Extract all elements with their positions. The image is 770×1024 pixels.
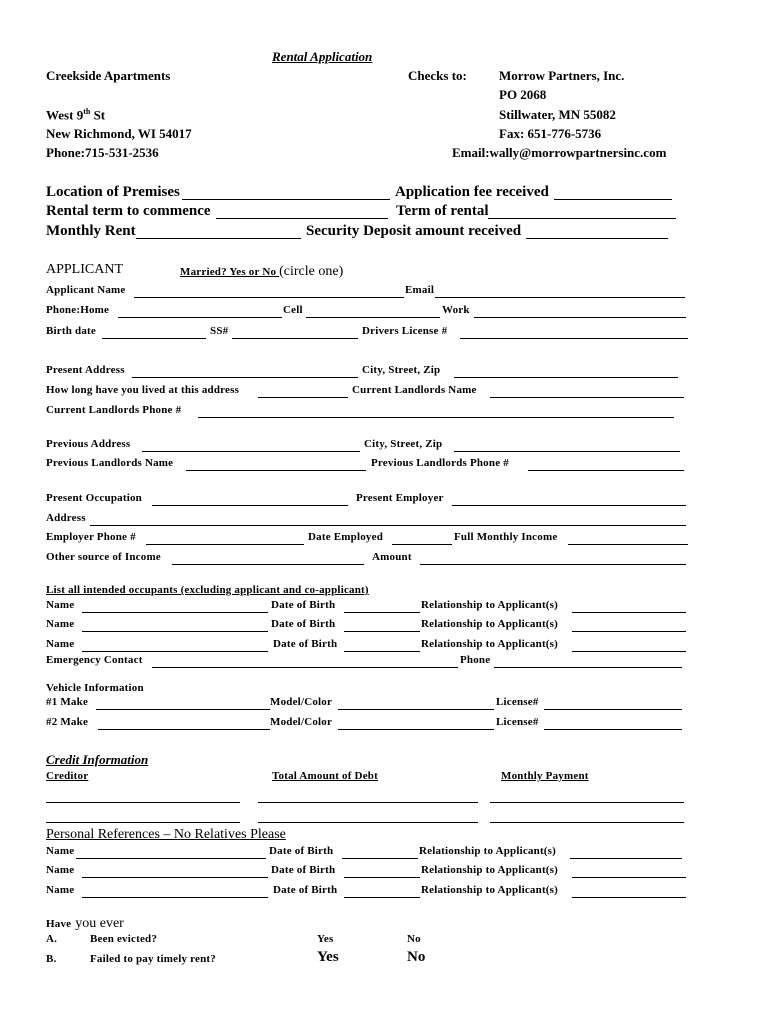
term-of-rental-field[interactable]: [488, 218, 676, 219]
vehicle-license-field-1[interactable]: [544, 709, 682, 710]
previous-address-label: Previous Address: [46, 438, 131, 450]
previous-landlord-phone-field[interactable]: [528, 470, 684, 471]
ss-label: SS#: [210, 325, 229, 337]
current-landlord-phone-field[interactable]: [198, 417, 674, 418]
emergency-contact-field[interactable]: [152, 667, 458, 668]
emergency-phone-field[interactable]: [494, 667, 682, 668]
creditor-header: Creditor: [46, 770, 89, 782]
present-address-field[interactable]: [132, 377, 358, 378]
previous-landlord-field[interactable]: [186, 470, 366, 471]
applicant-name-label: Applicant Name: [46, 284, 126, 296]
occupant-name-label-2: Name: [46, 618, 75, 630]
monthly-rent-label: Monthly Rent: [46, 223, 136, 239]
cell-field[interactable]: [306, 317, 440, 318]
vehicle-model-label-2: Model/Color: [270, 716, 333, 728]
question-b-no[interactable]: No: [407, 949, 426, 965]
amount-label: Amount: [372, 551, 412, 563]
phone-home-field[interactable]: [118, 317, 282, 318]
question-a-yes[interactable]: Yes: [317, 933, 334, 945]
drivers-license-label: Drivers License #: [362, 325, 448, 337]
birth-date-field[interactable]: [102, 338, 206, 339]
reference-dob-label-3: Date of Birth: [273, 884, 338, 896]
property-name: Creekside Apartments: [46, 68, 171, 83]
applicant-email-label: Email: [405, 284, 435, 296]
payee-email: Email:wally@morrowpartnersinc.com: [452, 145, 667, 160]
married-row: Married? Yes or No (circle one): [180, 264, 344, 279]
current-landlord-label: Current Landlords Name: [352, 384, 477, 396]
present-employer-field[interactable]: [452, 505, 686, 506]
reference-dob-label-1: Date of Birth: [269, 845, 334, 857]
city-street-zip-label-2: City, Street, Zip: [364, 438, 443, 450]
reference-rel-field-3[interactable]: [572, 897, 686, 898]
occupant-rel-label-3: Relationship to Applicant(s): [421, 638, 559, 650]
form-title: Rental Application: [272, 49, 373, 64]
phone-home-label: Phone:Home: [46, 304, 110, 316]
payee-city: Stillwater, MN 55082: [499, 107, 616, 122]
creditor-field-1[interactable]: [46, 802, 240, 803]
occupant-name-label-1: Name: [46, 599, 75, 611]
reference-name-label-1: Name: [46, 845, 75, 857]
vehicle-model-field-1[interactable]: [338, 709, 494, 710]
how-long-label: How long have you lived at this address: [46, 384, 240, 396]
occupant-dob-label-1: Date of Birth: [271, 599, 336, 611]
total-debt-header: Total Amount of Debt: [272, 770, 378, 782]
occupant-dob-field-1[interactable]: [344, 612, 420, 613]
previous-address-field[interactable]: [142, 451, 360, 452]
question-b-yes[interactable]: Yes: [317, 949, 339, 965]
employer-address-label: Address: [46, 512, 86, 524]
present-occupation-field[interactable]: [152, 505, 348, 506]
full-monthly-income-field[interactable]: [568, 544, 688, 545]
previous-landlord-phone-label: Previous Landlords Phone #: [371, 457, 509, 469]
occupant-dob-label-2: Date of Birth: [271, 618, 336, 630]
vehicle-license-label-2: License#: [496, 716, 539, 728]
total-debt-field-2[interactable]: [258, 822, 478, 823]
reference-rel-label-1: Relationship to Applicant(s): [419, 845, 557, 857]
occupant-rel-field-2[interactable]: [572, 631, 686, 632]
payee-name: Morrow Partners, Inc.: [499, 68, 625, 83]
property-street: West 9th St: [46, 107, 106, 123]
work-field[interactable]: [474, 317, 686, 318]
vehicle-heading: Vehicle Information: [46, 682, 144, 694]
question-a-no[interactable]: No: [407, 933, 421, 945]
city-street-zip-label-1: City, Street, Zip: [362, 364, 441, 376]
reference-dob-field-2[interactable]: [344, 877, 420, 878]
employer-address-field[interactable]: [90, 525, 686, 526]
property-city: New Richmond, WI 54017: [46, 126, 192, 141]
current-landlord-phone-label: Current Landlords Phone #: [46, 404, 182, 416]
occupant-name-label-3: Name: [46, 638, 75, 650]
present-employer-label: Present Employer: [356, 492, 444, 504]
monthly-payment-header: Monthly Payment: [501, 770, 589, 782]
occupant-dob-field-3[interactable]: [344, 651, 420, 652]
application-fee-field[interactable]: [554, 199, 672, 200]
reference-name-field-2[interactable]: [82, 877, 268, 878]
vehicle-model-label-1: Model/Color: [270, 696, 333, 708]
monthly-payment-field-1[interactable]: [490, 802, 684, 803]
vehicle-license-label-1: License#: [496, 696, 539, 708]
occupant-name-field-1[interactable]: [82, 612, 268, 613]
reference-rel-field-1[interactable]: [570, 858, 682, 859]
ss-field[interactable]: [232, 338, 358, 339]
payee-po: PO 2068: [499, 87, 547, 102]
date-employed-field[interactable]: [392, 544, 452, 545]
references-heading: Personal References – No Relatives Please: [46, 827, 286, 842]
employer-phone-field[interactable]: [146, 544, 304, 545]
creditor-field-2[interactable]: [46, 822, 240, 823]
other-income-label: Other source of Income: [46, 551, 161, 563]
question-a-letter: A.: [46, 933, 58, 945]
previous-landlord-label: Previous Landlords Name: [46, 457, 174, 469]
reference-name-field-3[interactable]: [82, 897, 268, 898]
occupant-rel-field-1[interactable]: [572, 612, 686, 613]
reference-name-label-2: Name: [46, 864, 75, 876]
occupant-name-field-3[interactable]: [82, 651, 268, 652]
applicant-email-field[interactable]: [435, 297, 685, 298]
occupant-rel-label-1: Relationship to Applicant(s): [421, 599, 559, 611]
other-income-field[interactable]: [172, 564, 364, 565]
security-deposit-label: Security Deposit amount received: [306, 223, 522, 239]
how-long-field[interactable]: [258, 397, 348, 398]
reference-dob-field-1[interactable]: [342, 858, 418, 859]
application-fee-label: Application fee received: [395, 184, 549, 200]
reference-name-label-3: Name: [46, 884, 75, 896]
total-debt-field-1[interactable]: [258, 802, 478, 803]
checks-to-label: Checks to:: [408, 68, 467, 83]
reference-dob-label-2: Date of Birth: [271, 864, 336, 876]
date-employed-label: Date Employed: [308, 531, 384, 543]
emergency-phone-label: Phone: [460, 654, 491, 666]
occupant-dob-field-2[interactable]: [344, 631, 420, 632]
reference-rel-label-2: Relationship to Applicant(s): [421, 864, 559, 876]
occupant-rel-field-3[interactable]: [572, 651, 686, 652]
present-address-label: Present Address: [46, 364, 125, 376]
present-occupation-label: Present Occupation: [46, 492, 142, 504]
rental-term-commence-label: Rental term to commence: [46, 203, 211, 219]
reference-rel-label-3: Relationship to Applicant(s): [421, 884, 559, 896]
location-of-premises-field[interactable]: [182, 199, 390, 200]
city-street-zip-field-2[interactable]: [454, 451, 680, 452]
occupant-dob-label-3: Date of Birth: [273, 638, 338, 650]
vehicle-make-label-2: #2 Make: [46, 716, 89, 728]
work-label: Work: [442, 304, 470, 316]
payee-fax: Fax: 651-776-5736: [499, 126, 602, 141]
occupant-rel-label-2: Relationship to Applicant(s): [421, 618, 559, 630]
location-of-premises-label: Location of Premises: [46, 184, 180, 200]
occupant-name-field-2[interactable]: [82, 631, 268, 632]
vehicle-license-field-2[interactable]: [544, 729, 682, 730]
occupants-heading: List all intended occupants (excluding applicant and co-applicant): [46, 584, 369, 596]
drivers-license-field[interactable]: [460, 338, 688, 339]
vehicle-make-label-1: #1 Make: [46, 696, 89, 708]
question-a-text: Been evicted?: [90, 933, 158, 945]
birth-date-label: Birth date: [46, 325, 96, 337]
rental-term-commence-field[interactable]: [216, 218, 388, 219]
credit-heading: Credit Information: [46, 752, 149, 767]
reference-name-field-1[interactable]: [76, 858, 266, 859]
full-monthly-income-label: Full Monthly Income: [454, 531, 558, 543]
question-b-text: Failed to pay timely rent?: [90, 953, 216, 965]
cell-label: Cell: [283, 304, 303, 316]
monthly-rent-field[interactable]: [136, 238, 301, 239]
vehicle-model-field-2[interactable]: [338, 729, 494, 730]
reference-rel-field-2[interactable]: [572, 877, 686, 878]
amount-field[interactable]: [420, 564, 686, 565]
security-deposit-field[interactable]: [526, 238, 668, 239]
vehicle-make-field-2[interactable]: [98, 729, 270, 730]
emergency-contact-label: Emergency Contact: [46, 654, 143, 666]
question-b-letter: B.: [46, 953, 57, 965]
monthly-payment-field-2[interactable]: [490, 822, 684, 823]
applicant-name-field[interactable]: [134, 297, 404, 298]
current-landlord-field[interactable]: [490, 397, 684, 398]
reference-dob-field-3[interactable]: [344, 897, 420, 898]
city-street-zip-field-1[interactable]: [454, 377, 678, 378]
property-phone: Phone:715-531-2536: [46, 145, 159, 160]
vehicle-make-field-1[interactable]: [96, 709, 270, 710]
applicant-heading: APPLICANT: [46, 262, 124, 277]
term-of-rental-label: Term of rental: [396, 203, 489, 219]
employer-phone-label: Employer Phone #: [46, 531, 136, 543]
have-you-ever-heading: Have you ever: [46, 916, 124, 931]
